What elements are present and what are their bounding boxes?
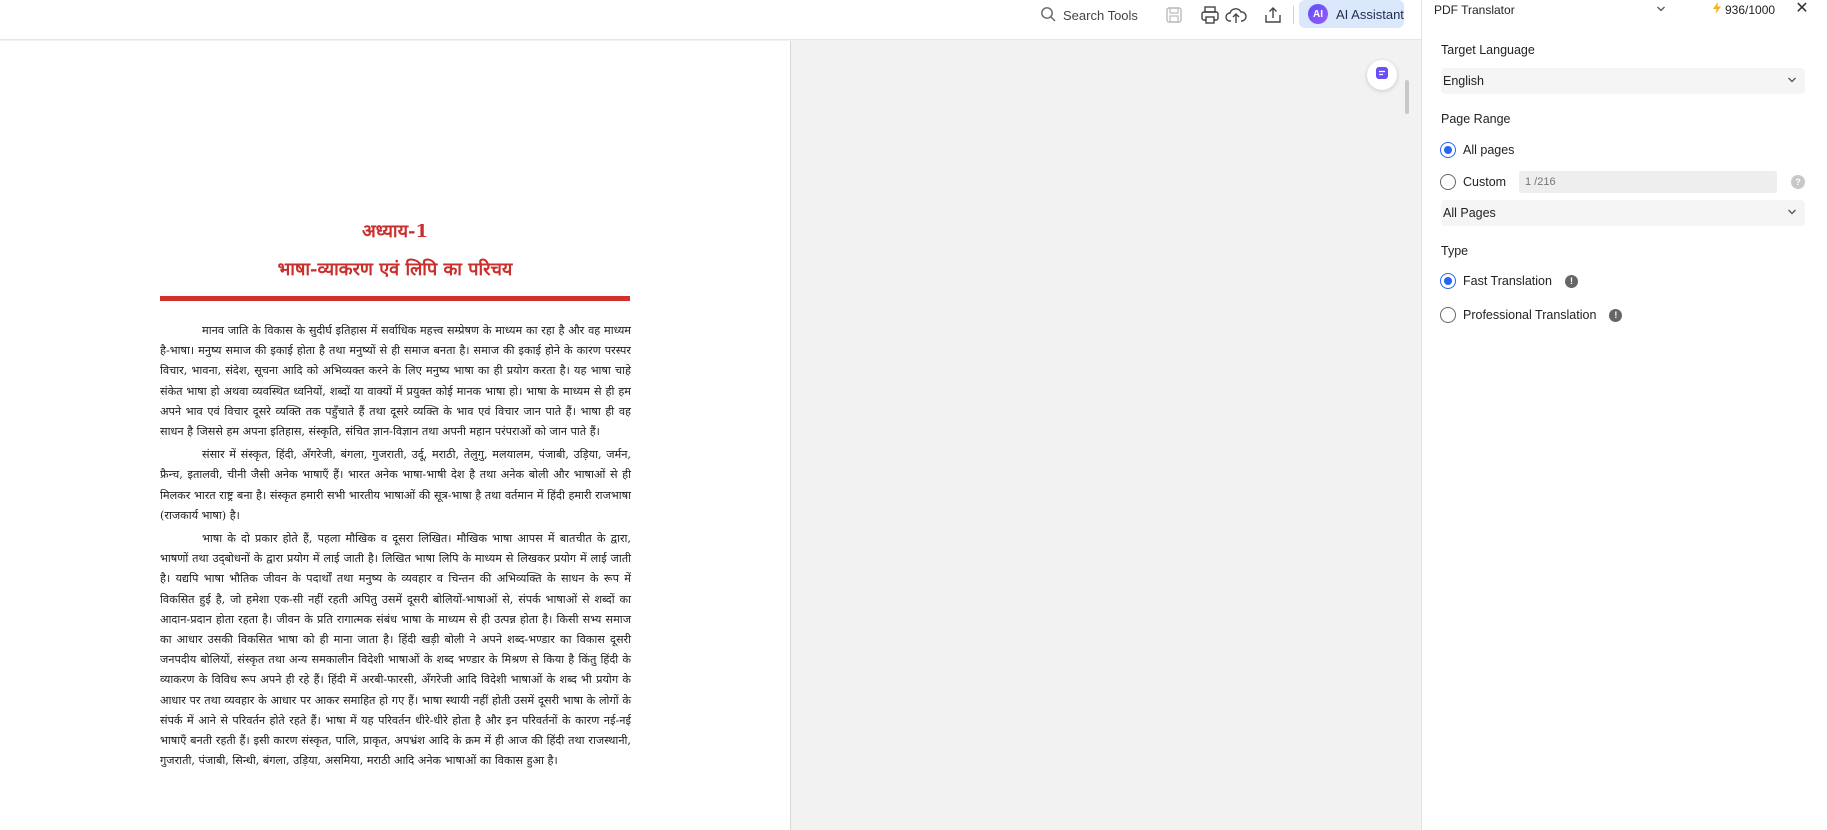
- type-label: Type: [1441, 244, 1469, 258]
- document-body: [160, 321, 631, 774]
- custom-range-radio[interactable]: [1440, 174, 1506, 190]
- info-icon[interactable]: !: [1565, 275, 1578, 288]
- toolbar-divider: [1293, 6, 1294, 24]
- fast-translation-radio[interactable]: [1440, 273, 1578, 289]
- radio-unselected-icon: [1440, 307, 1456, 323]
- title-underline: [160, 296, 630, 301]
- lightning-icon: [1712, 2, 1722, 17]
- top-toolbar: [0, 0, 1421, 40]
- chevron-down-icon: [1787, 206, 1797, 220]
- chevron-down-icon: [1656, 3, 1666, 17]
- search-tools-button[interactable]: [1040, 4, 1138, 26]
- info-icon[interactable]: !: [1609, 309, 1622, 322]
- page-range-label: Page Range: [1441, 112, 1511, 126]
- close-panel-button[interactable]: [1794, 0, 1810, 18]
- page-filter-select[interactable]: [1441, 200, 1805, 226]
- all-pages-label: All pages: [1463, 143, 1515, 157]
- radio-selected-icon: [1440, 273, 1456, 289]
- target-language-value: English: [1443, 74, 1484, 88]
- paragraph: संसार में संस्कृत, हिंदी, अँगरेजी, बंगला, गुजराती, उर्दू, मराठी, तेलुगु, मलयालम, पंजाबी, उड़िया, जर्मन, फ्रैन्च, इतालवी, चीनी जैसी अनेक भाषाएँ हैं। भारत अनेक भाषा-भाषी देश है तथा अनेक बोली और भाषाओं से ही मिलकर भारत राष्ट्र बना है। संस्कृत हमारी सभी भारतीय भाषाओं की सूत्र-भाषा है तथा वर्तमान में हिंदी हमारी राजभाषा (राजकार्य भाषा) है।: [160, 448, 631, 522]
- help-icon[interactable]: ?: [1791, 175, 1805, 189]
- search-tools-label: Search Tools: [1063, 7, 1138, 23]
- ai-assistant-icon: AI: [1308, 4, 1328, 24]
- custom-label: Custom: [1463, 175, 1507, 189]
- close-icon: ✕: [1795, 0, 1809, 17]
- paragraph: भाषा के दो प्रकार होते हैं, पहला मौखिक व दूसरा लिखित। मौखिक भाषा आपस में बातचीत के द्वारा, भाषणों तथा उद्‌बोधनों के द्वारा प्रयोग में लाई जाती है। लिखित भाषा लिपि के माध्यम से लिखकर प्रयोग में लाई जाती है। यद्यपि भाषा भौतिक जीवन के पदार्थों तथा मनुष्य के व्यवहार व चिन्तन की अभिव्यक्ति के साधन के रूप में विकसित हुई है, जो हमेशा एक-सी नहीं रहती अपितु उसमें दूसरी बोलियों-भाषाओं से, संपर्क भाषाओं से शब्दों का आदान-प्रदान होता रहता है। जीवन के प्रति रागात्मक संबंध भाषा के माध्यम से ही उत्पन्न होता है। किसी सभ्य समाज का आधार उसकी विकसित भाषा को ही माना जाता है। हिंदी खड़ी बोली ने अपने शब्द-भण्डार का विकास दूसरी जनपदीय बोलियों, संस्कृत तथा अन्य समकालीन विदेशी भाषाओं के शब्द भण्डार के मिश्रण से किया है किंतु हिंदी के व्याकरण के विविध रूप अपने ही रहे हैं। हिंदी में अरबी-फारसी, अँगरेजी आदि विदेशी भाषाओं के शब्द भी प्रयोग के आधार पर तथा व्यवहार के आधार पर आकर समाहित हो गए हैं। भाषा स्थायी नहीं होती उसमें दूसरी भाषा के लोगों के संपर्क में आने से परिवर्तन होते रहते हैं। भाषा में यह परिवर्तन धीरे-धीरे होता है और इन परिवर्तनों के कारण नई-नई भाषाएँ बनती रहती हैं। इसी कारण संस्कृत, पालि, प्राकृत, अपभ्रंश आदि के क्रम में ही आज की हिंदी तथा राजस्थानी, गुजराती, पंजाबी, सिन्धी, बंगला, उड़िया, असमिया, मराठी आदि अनेक भाषाओं का विकास हुआ है।: [160, 532, 631, 768]
- page-filter-value: All Pages: [1443, 206, 1496, 220]
- ai-assistant-label: AI Assistant: [1336, 6, 1404, 22]
- share-icon[interactable]: [1260, 2, 1286, 28]
- chevron-down-icon: [1787, 74, 1797, 88]
- scrollbar-thumb[interactable]: [1405, 80, 1409, 114]
- custom-range-input[interactable]: [1519, 171, 1777, 193]
- document-page: [0, 41, 791, 830]
- fast-translation-label: Fast Translation: [1463, 274, 1552, 288]
- radio-unselected-icon: [1440, 174, 1456, 190]
- chapter-title: भाषा-व्याकरण एवं लिपि का परिचय: [277, 259, 513, 280]
- radio-selected-icon: [1440, 142, 1456, 158]
- target-language-select[interactable]: [1441, 68, 1805, 94]
- cloud-upload-icon[interactable]: [1223, 2, 1249, 28]
- pdf-translator-panel: [1421, 0, 1827, 830]
- paragraph: मानव जाति के विकास के सुदीर्घ इतिहास में सर्वाधिक महत्त्व सम्प्रेषण के माध्यम का रहा है और वह माध्यम है-भाषा। मनुष्य समाज की इकाई होता है तथा मनुष्यों से ही समाज बनता है। समाज की इकाई होने के कारण परस्पर विचार, भावना, संदेश, सूचना आदि को अभिव्यक्त करने के लिए मनुष्य भाषा का ही प्रयोग करता है। यह भाषा चाहे संकेत भाषा हो अथवा व्यवस्थित ध्वनियों, शब्दों या वाक्यों में प्रयुक्त कोई मानक भाषा हो। भाषा के माध्यम से ही हम अपने भाव एवं विचार दूसरे व्यक्ति तक पहुँचाते हैं तथा दूसरे व्यक्ति के भाव एवं विचार जान पाते हैं। भाषा ही वह साधन है जिससे हम अपना इतिहास, संस्कृति, संचित ज्ञान-विज्ञान तथा अपनी महान परंपराओं को जान पाते हैं।: [160, 324, 631, 439]
- credits-counter: [1712, 2, 1775, 17]
- target-language-label: Target Language: [1441, 43, 1535, 57]
- panel-header: [1422, 0, 1827, 22]
- search-icon: [1040, 6, 1056, 25]
- panel-title: PDF Translator: [1434, 3, 1515, 17]
- floating-note-button[interactable]: [1367, 60, 1397, 90]
- save-icon[interactable]: [1161, 2, 1187, 28]
- professional-translation-label: Professional Translation: [1463, 308, 1597, 322]
- ai-assistant-button[interactable]: [1299, 0, 1404, 28]
- all-pages-radio[interactable]: [1440, 142, 1514, 158]
- tool-selector[interactable]: [1434, 0, 1670, 20]
- chapter-number: अध्याय-1: [361, 221, 429, 242]
- credits-value: 936/1000: [1725, 2, 1776, 17]
- print-icon[interactable]: [1197, 2, 1223, 28]
- professional-translation-radio[interactable]: [1440, 307, 1622, 323]
- note-icon: [1374, 65, 1390, 86]
- viewer-background: [792, 41, 1421, 830]
